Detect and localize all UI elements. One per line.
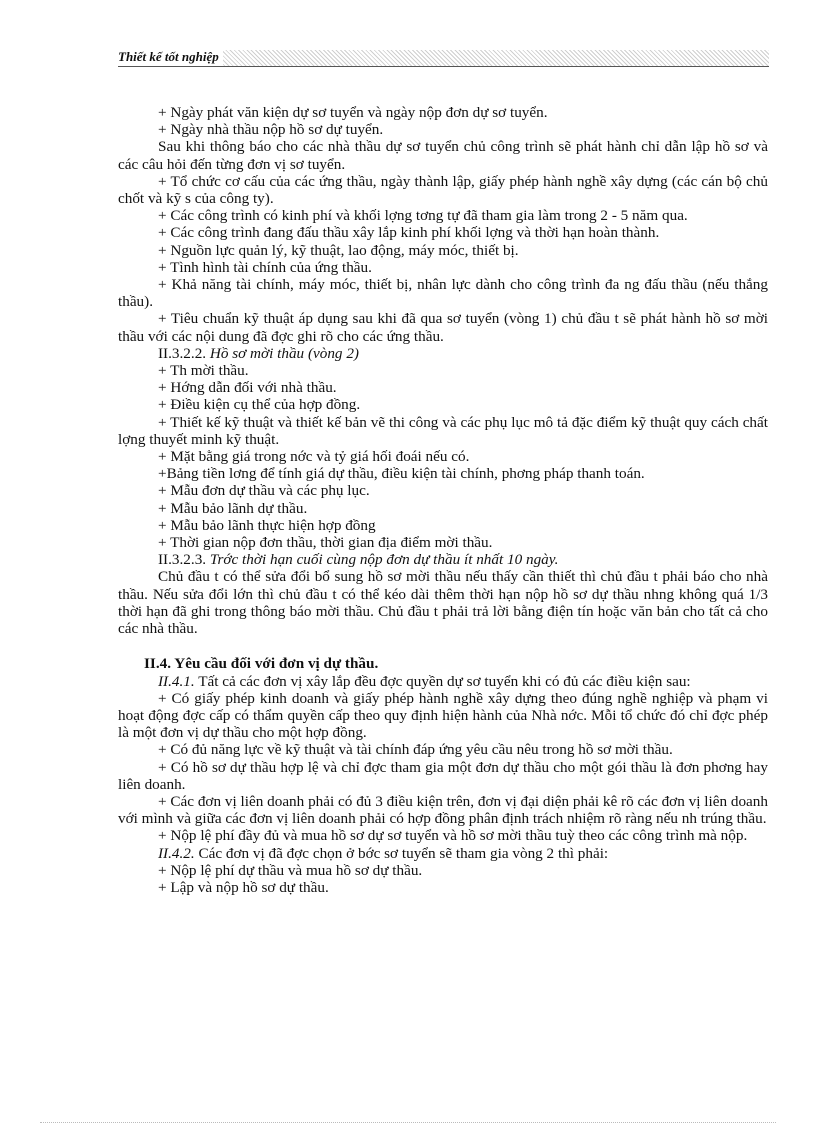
paragraph: + Các công trình có kinh phí và khối lợng tơng tự đã tham gia làm trong 2 - 5 năm qua. xyxy=(158,207,688,225)
paragraph: + Mẫu đơn dự thầu và các phụ lục. xyxy=(158,482,370,500)
paragraph: + Mặt bằng giá trong nớc và tỷ giá hối đoái nếu có. xyxy=(158,448,470,466)
section-number: II.3.2.2. xyxy=(158,344,210,362)
subsection-heading xyxy=(118,345,768,362)
page-header xyxy=(118,50,769,67)
paragraph: + Nộp lệ phí dự thầu và mua hồ sơ dự thầu. xyxy=(158,861,423,879)
paragraph: + Có giấy phép kinh doanh và giấy phép hành nghề xây dựng theo đúng nghề nghiệp và phạm vi hoạt động đợc cấp có thẩm quyền cấp theo quy định hiện hành của Nhà nớc. Mỗi tổ chức đó chỉ đợc phép là một đơn vị dự thầu cho một hợp đồng. xyxy=(118,689,768,742)
paragraph: + Có đủ năng lực về kỹ thuật và tài chính đáp ứng yêu cầu nêu trong hồ sơ mời thầu. xyxy=(158,741,673,759)
section-heading: II.4. Yêu cầu đối với đơn vị dự thầu. xyxy=(144,655,379,673)
paragraph: + Tổ chức cơ cấu của các ứng thầu, ngày thành lập, giấy phép hành nghề xây dựng (các cán bộ chủ chốt và kỹ s của công ty). xyxy=(118,172,768,208)
paragraph: + Mẫu bảo lãnh dự thầu. xyxy=(158,499,308,517)
paragraph: Sau khi thông báo cho các nhà thầu dự sơ tuyển chủ công trình sẽ phát hành chỉ dẫn lập hồ sơ và các câu hỏi đến từng đơn vị sơ tuyển. xyxy=(118,138,768,173)
paragraph: + Lập và nộp hồ sơ dự thầu. xyxy=(158,878,329,896)
paragraph-text: Các đơn vị đã đợc chọn ở bớc sơ tuyển sẽ tham gia vòng 2 thì phải: xyxy=(194,844,609,862)
paragraph: + Khả năng tài chính, máy móc, thiết bị, nhân lực dành cho công trình đa ng đấu thầu (nếu thắng thầu). xyxy=(118,276,768,311)
paragraph: + Tình hình tài chính của ứng thầu. xyxy=(158,258,372,276)
section-number: II.4.2. xyxy=(158,844,195,862)
paragraph xyxy=(118,845,768,862)
paragraph xyxy=(118,673,768,690)
section-title: Hồ sơ mời thầu (vòng 2) xyxy=(209,344,359,362)
paragraph: + Có hồ sơ dự thầu hợp lệ và chỉ đợc tham gia một đơn dự thầu cho một gói thầu là đơn phơng hay liên doanh. xyxy=(118,758,768,793)
paragraph: + Các công trình đang đấu thầu xây lắp kinh phí khối lợng và thời hạn hoàn thành. xyxy=(158,224,660,242)
paragraph: + Điều kiện cụ thể của hợp đồng. xyxy=(158,396,361,414)
section-number: II.4.1. xyxy=(158,672,195,690)
paragraph: + Nguồn lực quản lý, kỹ thuật, lao động, máy móc, thiết bị. xyxy=(158,241,519,259)
paragraph: + Thời gian nộp đơn thầu, thời gian địa điểm mời thầu. xyxy=(158,534,493,552)
paragraph: + Tiêu chuẩn kỹ thuật áp dụng sau khi đã qua sơ tuyển (vòng 1) chủ đầu t sẽ phát hành hồ sơ mời thầu với các nội dung đã đợc ghi rõ cho các ứng thầu. xyxy=(118,310,768,345)
paragraph: + Nộp lệ phí đầy đủ và mua hồ sơ dự sơ tuyển và hồ sơ mời thầu tuỳ theo các công trình mà nộp. xyxy=(158,827,748,845)
header-title: Thiết kế tốt nghiệp xyxy=(118,48,223,66)
paragraph: + Th mời thầu. xyxy=(158,362,249,380)
paragraph: + Các đơn vị liên doanh phải có đủ 3 điều kiện trên, đơn vị đại diện phải kê rõ các đơn vị liên doanh với mình và giữa các đơn vị liên doanh phải có hợp đồng phân định trách nhiệm rõ ràng nếu nh trúng thầu. xyxy=(118,792,768,828)
document-body xyxy=(118,104,768,896)
subsection-heading xyxy=(118,551,768,568)
paragraph: +Bảng tiền lơng để tính giá dự thầu, điều kiện tài chính, phơng pháp thanh toán. xyxy=(158,465,645,483)
section-title: Trớc thời hạn cuối cùng nộp đơn dự thầu ít nhất 10 ngày. xyxy=(209,551,559,569)
paragraph: + Ngày phát văn kiện dự sơ tuyển và ngày nộp đơn dự sơ tuyển. xyxy=(158,104,548,121)
paragraph: + Thiết kế kỹ thuật và thiết kế bản vẽ thi công và các phụ lục mô tả đặc điểm kỹ thuật quy cách chất lợng thuyết minh kỹ thuật. xyxy=(118,413,768,448)
paragraph: + Ngày nhà thầu nộp hồ sơ dự tuyển. xyxy=(158,121,384,139)
paragraph: + Hớng dẫn đối với nhà thầu. xyxy=(158,379,337,397)
paragraph-text: Tất cả các đơn vị xây lắp đều đợc quyền dự sơ tuyển khi có đủ các điều kiện sau: xyxy=(194,672,691,690)
paragraph: + Mẫu bảo lãnh thực hiện hợp đồng xyxy=(158,516,376,534)
section-number: II.3.2.3. xyxy=(158,551,210,569)
paragraph: Chủ đầu t có thể sửa đổi bổ sung hồ sơ mời thầu nếu thấy cần thiết thì chủ đầu t phải báo cho nhà thầu. Nếu sửa đổi lớn thì chủ đầu t có thể kéo dài thêm thời hạn nộp hồ sơ dự thầu nhng không quá 1/3 thời hạn đã ghi trong thông báo mời thầu. Chủ đầu t phải trả lời bằng điện tín hoặc văn bản cho tất cả cho các nhà thầu. xyxy=(118,568,768,638)
